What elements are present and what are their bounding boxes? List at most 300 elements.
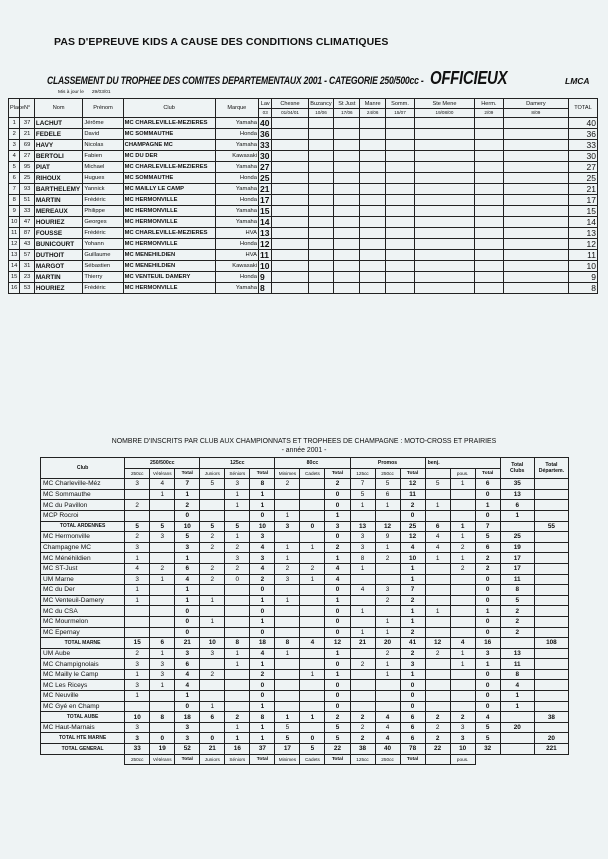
rank-nom: LACHUT <box>34 118 83 129</box>
table-row <box>9 151 598 162</box>
total-clubs-cell: 11 <box>500 659 534 670</box>
clubs-table <box>40 457 569 765</box>
rank-place: 4 <box>9 151 20 162</box>
table-row <box>9 261 598 272</box>
footer-label: 250cc <box>125 754 150 765</box>
count-cell: 1 <box>450 659 475 670</box>
rank-lav: 13 <box>259 228 272 239</box>
total-dep-cell <box>534 500 568 511</box>
count-cell: 4 <box>425 542 450 553</box>
total-clubs-cell: 1 <box>500 701 534 712</box>
total-clubs-cell: 2 <box>500 606 534 617</box>
total-clubs-cell: 20 <box>500 722 534 733</box>
count-cell: 1 <box>475 606 500 617</box>
table-row <box>9 250 598 261</box>
count-cell: 2 <box>400 500 425 511</box>
rank-event-cell <box>308 151 334 162</box>
count-cell: 40 <box>375 744 400 755</box>
header-event-date: 01/04/01 <box>272 109 308 118</box>
rank-club: MC MAILLY LE CAMP <box>123 184 215 195</box>
rank-event-cell <box>474 261 503 272</box>
clubs-header-club: Club <box>41 458 125 479</box>
total-clubs-cell: 2 <box>500 616 534 627</box>
count-cell: 1 <box>475 659 500 670</box>
count-cell: 1 <box>250 489 275 500</box>
count-cell: 10 <box>175 521 200 532</box>
rank-club: MC SOMMAUTHE <box>123 173 215 184</box>
count-cell: 0 <box>325 627 350 638</box>
count-cell <box>150 542 175 553</box>
total-row <box>41 712 569 723</box>
count-cell: 19 <box>150 744 175 755</box>
count-cell: 0 <box>475 510 500 521</box>
count-cell: 6 <box>200 712 225 723</box>
clubs-header <box>41 458 569 479</box>
rank-event-cell <box>360 206 386 217</box>
count-cell: 0 <box>325 585 350 596</box>
rank-nom: FOUSSE <box>34 228 83 239</box>
count-cell <box>425 701 450 712</box>
clubs-title-line1: NOMBRE D'INSCRITS PAR CLUB AUX CHAMPIONNATS ET TROPHEES DE CHAMPAGNE : MOTO-CROSS ET PRAIRIES <box>111 438 497 445</box>
footer-label: 125cc <box>350 754 375 765</box>
rank-event-cell <box>474 129 503 140</box>
count-cell: 2 <box>425 712 450 723</box>
count-cell: 1 <box>250 733 275 744</box>
classement-title <box>47 70 517 88</box>
count-cell <box>300 616 325 627</box>
rank-event-cell <box>415 162 475 173</box>
count-cell: 18 <box>175 712 200 723</box>
count-cell: 1 <box>350 627 375 638</box>
count-cell: 1 <box>350 500 375 511</box>
rank-event-cell <box>360 151 386 162</box>
count-cell: 6 <box>425 521 450 532</box>
rank-event-cell <box>308 129 334 140</box>
count-cell: 1 <box>375 500 400 511</box>
header-event-date: 19/08/00 <box>415 109 475 118</box>
rank-event-cell <box>415 272 475 283</box>
footer-label: Total <box>250 754 275 765</box>
count-cell <box>200 722 225 733</box>
header-event: Somm. <box>386 99 415 109</box>
count-cell: 41 <box>400 638 425 649</box>
count-cell <box>150 595 175 606</box>
count-cell <box>225 595 250 606</box>
count-cell: 6 <box>375 489 400 500</box>
rank-nom: BARTHELEMY <box>34 184 83 195</box>
count-cell <box>225 606 250 617</box>
count-cell: 1 <box>275 553 300 564</box>
count-cell <box>300 479 325 490</box>
rank-event-cell <box>360 162 386 173</box>
count-cell: 1 <box>375 542 400 553</box>
total-clubs-cell: 8 <box>500 585 534 596</box>
count-cell: 6 <box>175 659 200 670</box>
rank-event-cell <box>360 217 386 228</box>
count-cell <box>150 606 175 617</box>
count-cell: 2 <box>325 712 350 723</box>
total-dep-cell: 20 <box>534 733 568 744</box>
count-cell: 1 <box>325 648 350 659</box>
count-cell <box>200 585 225 596</box>
count-cell: 2 <box>400 595 425 606</box>
count-cell: 8 <box>250 712 275 723</box>
count-cell: 20 <box>375 638 400 649</box>
total-row <box>41 733 569 744</box>
count-cell <box>425 489 450 500</box>
header-marque: Marque <box>215 99 258 118</box>
rank-club: MC CHARLEVILLE-MEZIERES <box>123 228 215 239</box>
count-cell: 3 <box>275 574 300 585</box>
club-name: MC du Der <box>41 585 125 596</box>
total-dep-cell <box>534 627 568 638</box>
rank-nom: BUNICOURT <box>34 239 83 250</box>
rank-event-cell <box>503 184 568 195</box>
count-cell: 2 <box>400 627 425 638</box>
count-cell: 1 <box>125 553 150 564</box>
count-cell: 0 <box>250 510 275 521</box>
count-cell: 1 <box>275 712 300 723</box>
header-lav: Lav <box>259 99 272 109</box>
rank-number: 93 <box>20 184 34 195</box>
count-cell: 0 <box>475 616 500 627</box>
count-cell: 0 <box>175 701 200 712</box>
count-cell: 10 <box>125 712 150 723</box>
count-cell: 0 <box>325 659 350 670</box>
rank-event-cell <box>415 261 475 272</box>
count-cell <box>200 627 225 638</box>
count-cell: 2 <box>150 563 175 574</box>
count-cell: 4 <box>175 669 200 680</box>
count-cell: 1 <box>450 648 475 659</box>
total-dep-cell <box>534 701 568 712</box>
count-cell: 0 <box>250 606 275 617</box>
rank-event-cell <box>503 195 568 206</box>
total-label: TOTAL AUBE <box>41 712 125 723</box>
count-cell: 12 <box>400 479 425 490</box>
count-cell: 8 <box>225 638 250 649</box>
count-cell: 4 <box>450 638 475 649</box>
notice-heading: PAS D'EPREUVE KIDS A CAUSE DES CONDITIONS CLIMATIQUES <box>54 36 389 48</box>
rank-number: 33 <box>20 206 34 217</box>
rank-event-cell <box>272 118 308 129</box>
count-cell: 4 <box>175 680 200 691</box>
total-dep-cell <box>534 532 568 543</box>
rank-lav: 17 <box>259 195 272 206</box>
rank-event-cell <box>474 195 503 206</box>
count-cell: 3 <box>225 479 250 490</box>
table-row <box>41 479 569 490</box>
rank-place: 3 <box>9 140 20 151</box>
rank-event-cell <box>474 184 503 195</box>
rank-event-cell <box>474 217 503 228</box>
count-cell: 4 <box>475 712 500 723</box>
count-cell <box>200 500 225 511</box>
count-cell <box>425 585 450 596</box>
count-cell: 0 <box>225 574 250 585</box>
count-cell <box>300 648 325 659</box>
header-club: Club <box>123 99 215 118</box>
rank-event-cell <box>503 228 568 239</box>
count-cell: 2 <box>375 595 400 606</box>
count-cell: 25 <box>400 521 425 532</box>
table-row <box>41 532 569 543</box>
count-cell: 21 <box>350 638 375 649</box>
total-dep-cell <box>534 510 568 521</box>
rank-prenom: Frédéric <box>83 228 123 239</box>
total-clubs-cell: 25 <box>500 532 534 543</box>
clubs-header-80: 80cc <box>275 458 350 469</box>
count-cell: 17 <box>275 744 300 755</box>
count-cell: 22 <box>425 744 450 755</box>
ranking-body <box>9 118 598 294</box>
count-cell: 1 <box>375 627 400 638</box>
rank-event-cell <box>308 195 334 206</box>
count-cell <box>275 669 300 680</box>
rank-event-cell <box>272 283 308 294</box>
clubs-subheader: 250cc <box>375 468 400 479</box>
table-row <box>41 585 569 596</box>
count-cell: 1 <box>300 574 325 585</box>
count-cell: 1 <box>375 659 400 670</box>
count-cell: 0 <box>400 691 425 702</box>
count-cell: 3 <box>175 542 200 553</box>
rank-lav: 30 <box>259 151 272 162</box>
rank-event-cell <box>308 173 334 184</box>
rank-event-cell <box>386 129 415 140</box>
count-cell: 1 <box>175 585 200 596</box>
rank-event-cell <box>360 184 386 195</box>
count-cell <box>450 585 475 596</box>
count-cell: 0 <box>325 701 350 712</box>
count-cell: 7 <box>175 479 200 490</box>
rank-lav: 12 <box>259 239 272 250</box>
count-cell: 2 <box>450 542 475 553</box>
footer-label: pous. <box>450 754 475 765</box>
rank-total: 27 <box>568 162 597 173</box>
count-cell <box>425 595 450 606</box>
count-cell: 3 <box>475 648 500 659</box>
count-cell: 2 <box>225 563 250 574</box>
count-cell: 0 <box>325 489 350 500</box>
rank-place: 8 <box>9 195 20 206</box>
count-cell <box>200 691 225 702</box>
classement-title-text: CLASSEMENT DU TROPHEE DES COMITES DEPARTEMENTAUX 2001 - CATEGORIE 250/500cc - <box>47 73 424 87</box>
rank-event-cell <box>308 239 334 250</box>
count-cell: 2 <box>325 479 350 490</box>
rank-club: MC DU DER <box>123 151 215 162</box>
rank-event-cell <box>415 173 475 184</box>
total-dep-cell: 55 <box>534 521 568 532</box>
count-cell: 3 <box>125 479 150 490</box>
rank-marque: Yamaha <box>215 184 258 195</box>
count-cell <box>200 659 225 670</box>
rank-event-cell <box>503 217 568 228</box>
total-label: TOTAL HTE MARNE <box>41 733 125 744</box>
count-cell: 5 <box>475 532 500 543</box>
table-row <box>41 574 569 585</box>
count-cell <box>450 616 475 627</box>
rank-marque: HVA <box>215 228 258 239</box>
table-row <box>41 553 569 564</box>
count-cell <box>200 489 225 500</box>
count-cell <box>200 606 225 617</box>
count-cell: 1 <box>125 669 150 680</box>
count-cell: 1 <box>475 500 500 511</box>
count-cell: 2 <box>125 532 150 543</box>
total-clubs-cell <box>500 733 534 744</box>
count-cell <box>275 691 300 702</box>
rank-lav: 36 <box>259 129 272 140</box>
count-cell: 2 <box>450 712 475 723</box>
total-row <box>41 521 569 532</box>
count-cell: 5 <box>325 733 350 744</box>
rank-event-cell <box>272 261 308 272</box>
count-cell: 1 <box>150 574 175 585</box>
header-event: Chesne <box>272 99 308 109</box>
club-name: MC Les Riceys <box>41 680 125 691</box>
rank-event-cell <box>415 129 475 140</box>
header-event-date: 15/07 <box>386 109 415 118</box>
count-cell: 16 <box>475 638 500 649</box>
rank-event-cell <box>308 272 334 283</box>
rank-place: 14 <box>9 261 20 272</box>
ranking-table <box>8 98 598 294</box>
rank-event-cell <box>360 173 386 184</box>
clubs-subheader: Total <box>325 468 350 479</box>
header-num: N° <box>20 99 34 118</box>
club-name: MC Neuville <box>41 691 125 702</box>
rank-event-cell <box>503 151 568 162</box>
count-cell <box>225 510 250 521</box>
count-cell <box>275 659 300 670</box>
table-row <box>41 722 569 733</box>
club-name: MC Sommauthe <box>41 489 125 500</box>
count-cell: 4 <box>250 542 275 553</box>
rank-event-cell <box>503 239 568 250</box>
rank-marque: HVA <box>215 250 258 261</box>
rank-lav: 14 <box>259 217 272 228</box>
count-cell: 0 <box>475 680 500 691</box>
count-cell: 6 <box>400 733 425 744</box>
rank-event-cell <box>386 206 415 217</box>
rank-number: 25 <box>20 173 34 184</box>
rank-marque: Yamaha <box>215 140 258 151</box>
count-cell <box>225 701 250 712</box>
count-cell: 1 <box>325 553 350 564</box>
count-cell <box>425 574 450 585</box>
count-cell: 1 <box>450 521 475 532</box>
count-cell: 2 <box>125 648 150 659</box>
rank-place: 15 <box>9 272 20 283</box>
table-row <box>41 489 569 500</box>
header-lav-sub: 03 <box>259 109 272 118</box>
count-cell: 1 <box>325 510 350 521</box>
count-cell <box>350 648 375 659</box>
count-cell: 1 <box>275 595 300 606</box>
header-event-date: 17/06 <box>334 109 360 118</box>
count-cell: 38 <box>350 744 375 755</box>
count-cell: 78 <box>400 744 425 755</box>
header-place: Place <box>9 99 20 118</box>
rank-lav: 10 <box>259 261 272 272</box>
clubs-body <box>41 479 569 765</box>
count-cell: 3 <box>225 553 250 564</box>
clubs-subheader: Total <box>475 468 500 479</box>
count-cell: 10 <box>250 521 275 532</box>
table-row <box>41 595 569 606</box>
footer-label: Total <box>175 754 200 765</box>
rank-event-cell <box>474 140 503 151</box>
count-cell: 4 <box>350 585 375 596</box>
rank-club: MC SOMMAUTHE <box>123 129 215 140</box>
club-name: Champagne MC <box>41 542 125 553</box>
count-cell: 4 <box>325 563 350 574</box>
count-cell: 2 <box>475 553 500 564</box>
count-cell: 1 <box>450 553 475 564</box>
count-cell: 2 <box>300 563 325 574</box>
total-clubs-cell: 6 <box>500 500 534 511</box>
count-cell <box>125 489 150 500</box>
rank-event-cell <box>386 140 415 151</box>
count-cell: 1 <box>175 691 200 702</box>
rank-number: 21 <box>20 129 34 140</box>
count-cell: 6 <box>475 542 500 553</box>
count-cell: 8 <box>150 712 175 723</box>
rank-event-cell <box>272 162 308 173</box>
count-cell: 0 <box>250 680 275 691</box>
clubs-title <box>0 437 608 455</box>
count-cell: 2 <box>225 542 250 553</box>
rank-prenom: Sébastien <box>83 261 123 272</box>
count-cell: 0 <box>150 733 175 744</box>
count-cell <box>450 701 475 712</box>
count-cell: 2 <box>375 553 400 564</box>
rank-event-cell <box>415 184 475 195</box>
count-cell: 0 <box>300 521 325 532</box>
update-label: Mis à jour le <box>58 90 84 95</box>
rank-club: MC HERMONVILLE <box>123 283 215 294</box>
count-cell: 1 <box>300 669 325 680</box>
count-cell: 2 <box>125 500 150 511</box>
rank-event-cell <box>360 239 386 250</box>
rank-event-cell <box>503 272 568 283</box>
count-cell <box>425 616 450 627</box>
count-cell <box>275 627 300 638</box>
count-cell <box>425 627 450 638</box>
count-cell <box>275 680 300 691</box>
header-event: St Just <box>334 99 360 109</box>
rank-lav: 21 <box>259 184 272 195</box>
rank-event-cell <box>334 184 360 195</box>
rank-total: 15 <box>568 206 597 217</box>
rank-event-cell <box>360 118 386 129</box>
count-cell: 0 <box>175 510 200 521</box>
rank-marque: Kawasaki <box>215 151 258 162</box>
count-cell: 32 <box>475 744 500 755</box>
count-cell <box>375 574 400 585</box>
rank-nom: PIAT <box>34 162 83 173</box>
count-cell <box>450 489 475 500</box>
rank-lav: 33 <box>259 140 272 151</box>
clubs-subheader: Juniors <box>200 468 225 479</box>
rank-event-cell <box>474 272 503 283</box>
rank-event-cell <box>360 140 386 151</box>
count-cell <box>375 680 400 691</box>
count-cell: 1 <box>250 500 275 511</box>
count-cell <box>300 627 325 638</box>
count-cell: 1 <box>450 479 475 490</box>
